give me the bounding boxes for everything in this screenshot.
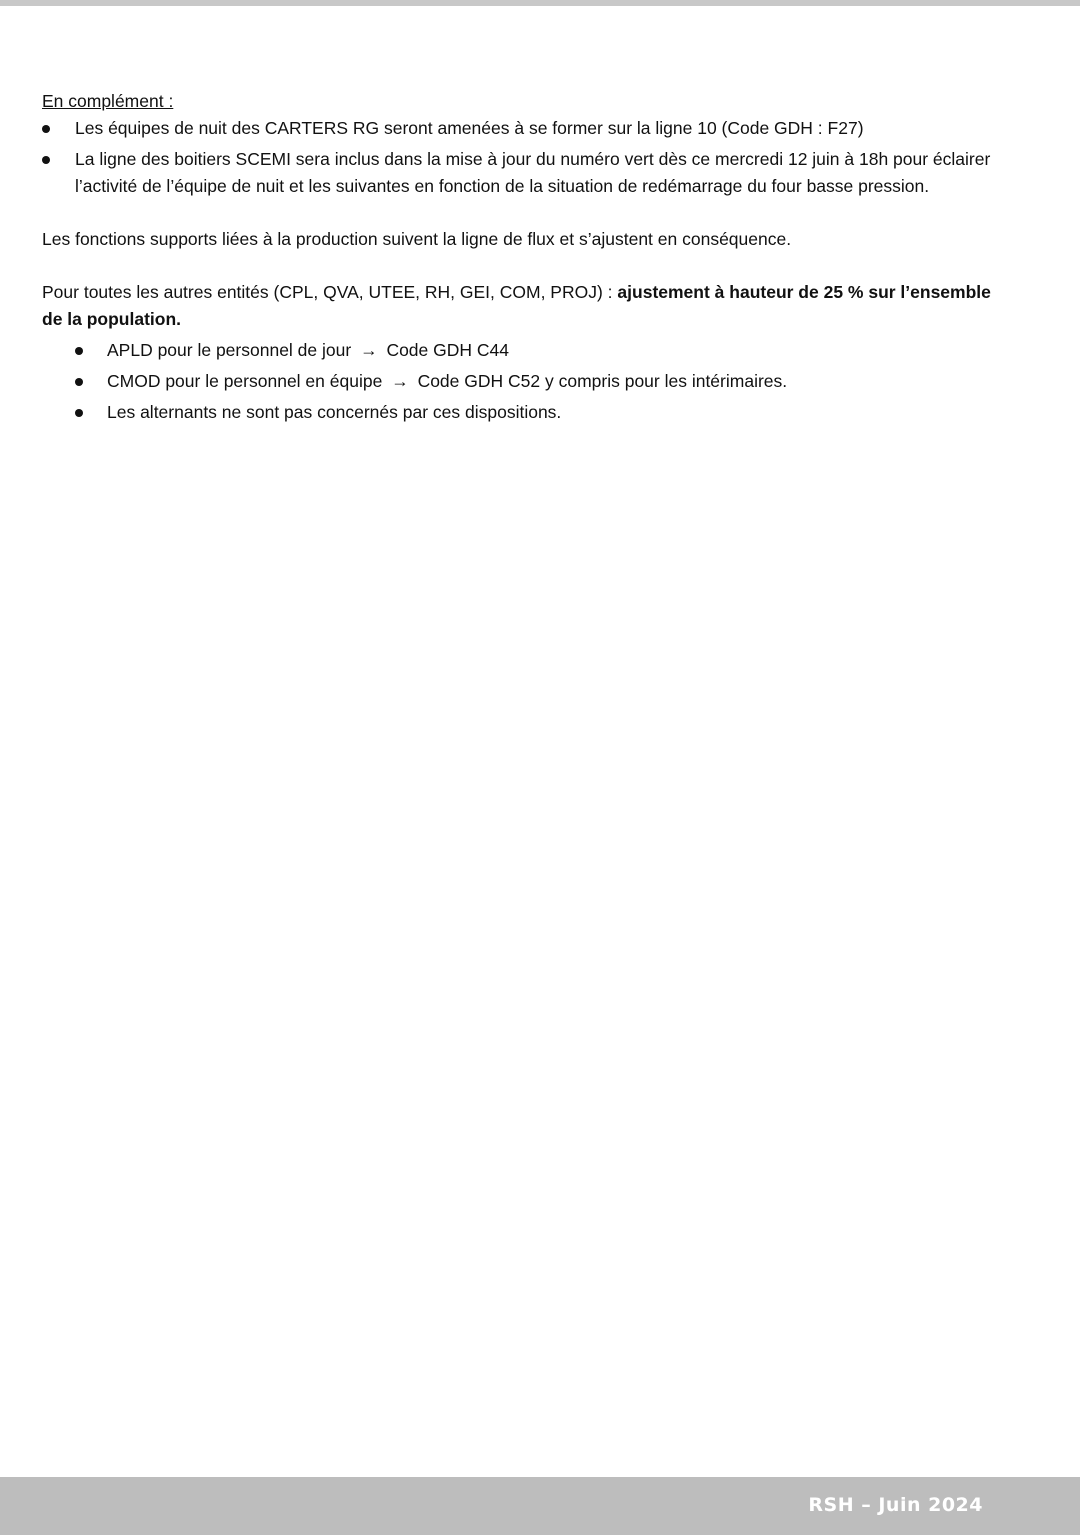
- support-paragraph: Les fonctions supports liées à la production suivent la ligne de flux et s’ajustent en conséquence.: [42, 229, 792, 249]
- bullet-icon: [42, 156, 50, 164]
- list-item: [42, 337, 1002, 364]
- bullet-icon: [75, 378, 83, 386]
- arrow-right-icon: →: [391, 371, 409, 391]
- other-entities-intro: Pour toutes les autres entités (CPL, QVA, UTEE, RH, GEI, COM, PROJ) :: [42, 282, 613, 302]
- list-item-text: Les alternants ne sont pas concernés par ces dispositions.: [107, 402, 562, 422]
- list-item: [42, 146, 1002, 200]
- list-item: [42, 115, 1002, 142]
- list-item-text-before: CMOD pour le personnel en équipe: [107, 371, 383, 391]
- arrow-right-icon: →: [360, 340, 378, 360]
- list-item-text-after: Code GDH C52 y compris pour les intérimaires.: [417, 371, 788, 391]
- list-item: [42, 399, 1002, 426]
- bullet-icon: [42, 125, 50, 133]
- list-item-text-before: APLD pour le personnel de jour: [107, 340, 352, 360]
- complement-title: En complément :: [42, 91, 174, 111]
- list-item-text: La ligne des boitiers SCEMI sera inclus dans la mise à jour du numéro vert dès ce mercredi 12 juin à 18h pour éclairer l’activité de l’équipe de nuit et les suivantes en fonction de la situation de redémarrage du four basse pression.: [75, 149, 991, 196]
- document-body: [42, 88, 1002, 430]
- footer-band: [0, 1477, 1080, 1535]
- footer-text: RSH – Juin 2024: [808, 1494, 983, 1516]
- other-entities-paragraph: [42, 279, 1002, 333]
- top-rule: [0, 0, 1080, 6]
- bullet-icon: [75, 347, 83, 355]
- other-entities-list: [42, 337, 1002, 426]
- list-item-text: Les équipes de nuit des CARTERS RG seront amenées à se former sur la ligne 10 (Code GDH : F27): [75, 118, 864, 138]
- list-item-text-after: Code GDH C44: [386, 340, 509, 360]
- complement-list: [42, 115, 1002, 200]
- bullet-icon: [75, 409, 83, 417]
- list-item: [42, 368, 1002, 395]
- other-entities-emphasis: ajustement à hauteur de 25 % sur l’ensemble de la population.: [42, 282, 991, 329]
